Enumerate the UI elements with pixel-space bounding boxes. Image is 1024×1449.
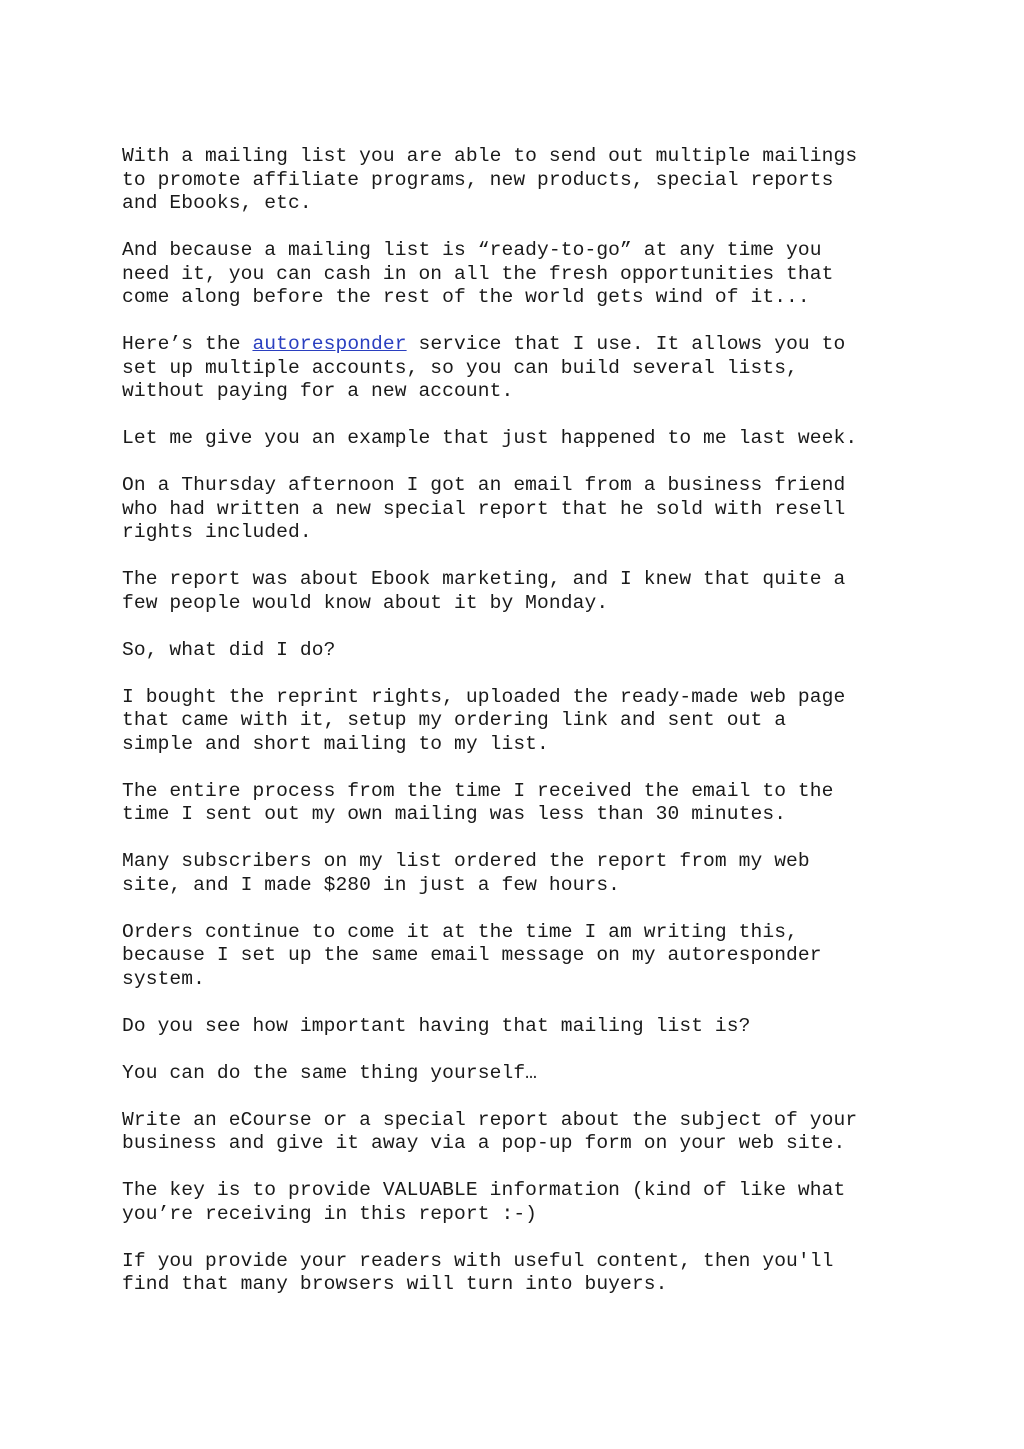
text-line: find that many browsers will turn into buyers.: [122, 1273, 668, 1295]
paragraph-example-intro: [122, 427, 922, 451]
paragraph-same-thing: [122, 1062, 922, 1086]
text-line: With a mailing list you are able to send out multiple mailings: [122, 145, 858, 167]
paragraph-thursday: [122, 474, 922, 545]
text-line: The key is to provide VALUABLE information (kind of like what: [122, 1179, 846, 1201]
paragraph-autoresponder: [122, 333, 922, 404]
text-line: You can do the same thing yourself…: [122, 1061, 538, 1084]
paragraph-ecourse: [122, 1109, 922, 1156]
text-segment: service that I use. It allows you to: [406, 333, 846, 355]
text-line: come along before the rest of the world gets wind of it...: [122, 286, 810, 308]
text-line: set up multiple accounts, so you can build several lists,: [122, 356, 798, 379]
text-line: site, and I made $280 in just a few hours.: [122, 873, 621, 896]
text-line: you’re receiving in this report :-): [122, 1202, 538, 1225]
document-page: [122, 145, 922, 1320]
text-line: because I set up the same email message on my autoresponder: [122, 944, 822, 966]
text-line: business and give it away via a pop-up form on your web site.: [122, 1132, 846, 1154]
text-segment: Here’s the: [122, 333, 253, 355]
paragraph-ready-to-go: [122, 239, 922, 310]
text-line: So, what did I do?: [122, 638, 336, 661]
text-line: And because a mailing list is “ready-to-go” at any time you: [122, 239, 822, 261]
text-line: Do you see how important having that mailing list is?: [122, 1014, 751, 1037]
text-line: Let me give you an example that just happened to me last week.: [122, 427, 858, 449]
text-line: The report was about Ebook marketing, and I knew that quite a: [122, 568, 846, 590]
autoresponder-link[interactable]: autoresponder: [252, 333, 407, 355]
text-line: need it, you can cash in on all the fresh opportunities that: [122, 262, 834, 285]
text-line: time I sent out my own mailing was less than 30 minutes.: [122, 803, 787, 825]
text-line: I bought the reprint rights, uploaded the ready-made web page: [122, 685, 846, 708]
paragraph-importance: [122, 1015, 922, 1039]
text-line: to promote affiliate programs, new products, special reports: [122, 168, 834, 191]
text-line: few people would know about it by Monday.: [122, 591, 609, 614]
text-line: Orders continue to come it at the time I am writing this,: [122, 920, 798, 943]
text-line: system.: [122, 967, 206, 990]
paragraph-reprint-rights: [122, 686, 922, 757]
paragraph-question: [122, 639, 922, 663]
paragraph-orders-continue: [122, 921, 922, 992]
paragraph-process-time: [122, 780, 922, 827]
paragraph-useful-content: [122, 1250, 922, 1297]
text-line: and Ebooks, etc.: [122, 192, 312, 214]
paragraph-subscribers: [122, 850, 922, 897]
paragraph-ebook-marketing: [122, 568, 922, 615]
text-line: rights included.: [122, 521, 312, 543]
text-line: Many subscribers on my list ordered the report from my web: [122, 850, 810, 872]
text-line: If you provide your readers with useful content, then you'll: [122, 1249, 834, 1272]
text-line: who had written a new special report that he sold with resell: [122, 497, 846, 520]
paragraph-mailing-list-benefits: [122, 145, 922, 216]
paragraph-valuable-info: [122, 1179, 922, 1226]
text-line: Write an eCourse or a special report about the subject of your: [122, 1108, 858, 1131]
text-line: that came with it, setup my ordering link and sent out a: [122, 709, 787, 731]
text-line: simple and short mailing to my list.: [122, 732, 549, 755]
text-line: On a Thursday afternoon I got an email from a business friend: [122, 474, 846, 496]
text-line: The entire process from the time I received the email to the: [122, 779, 834, 802]
text-line: without paying for a new account.: [122, 380, 514, 402]
